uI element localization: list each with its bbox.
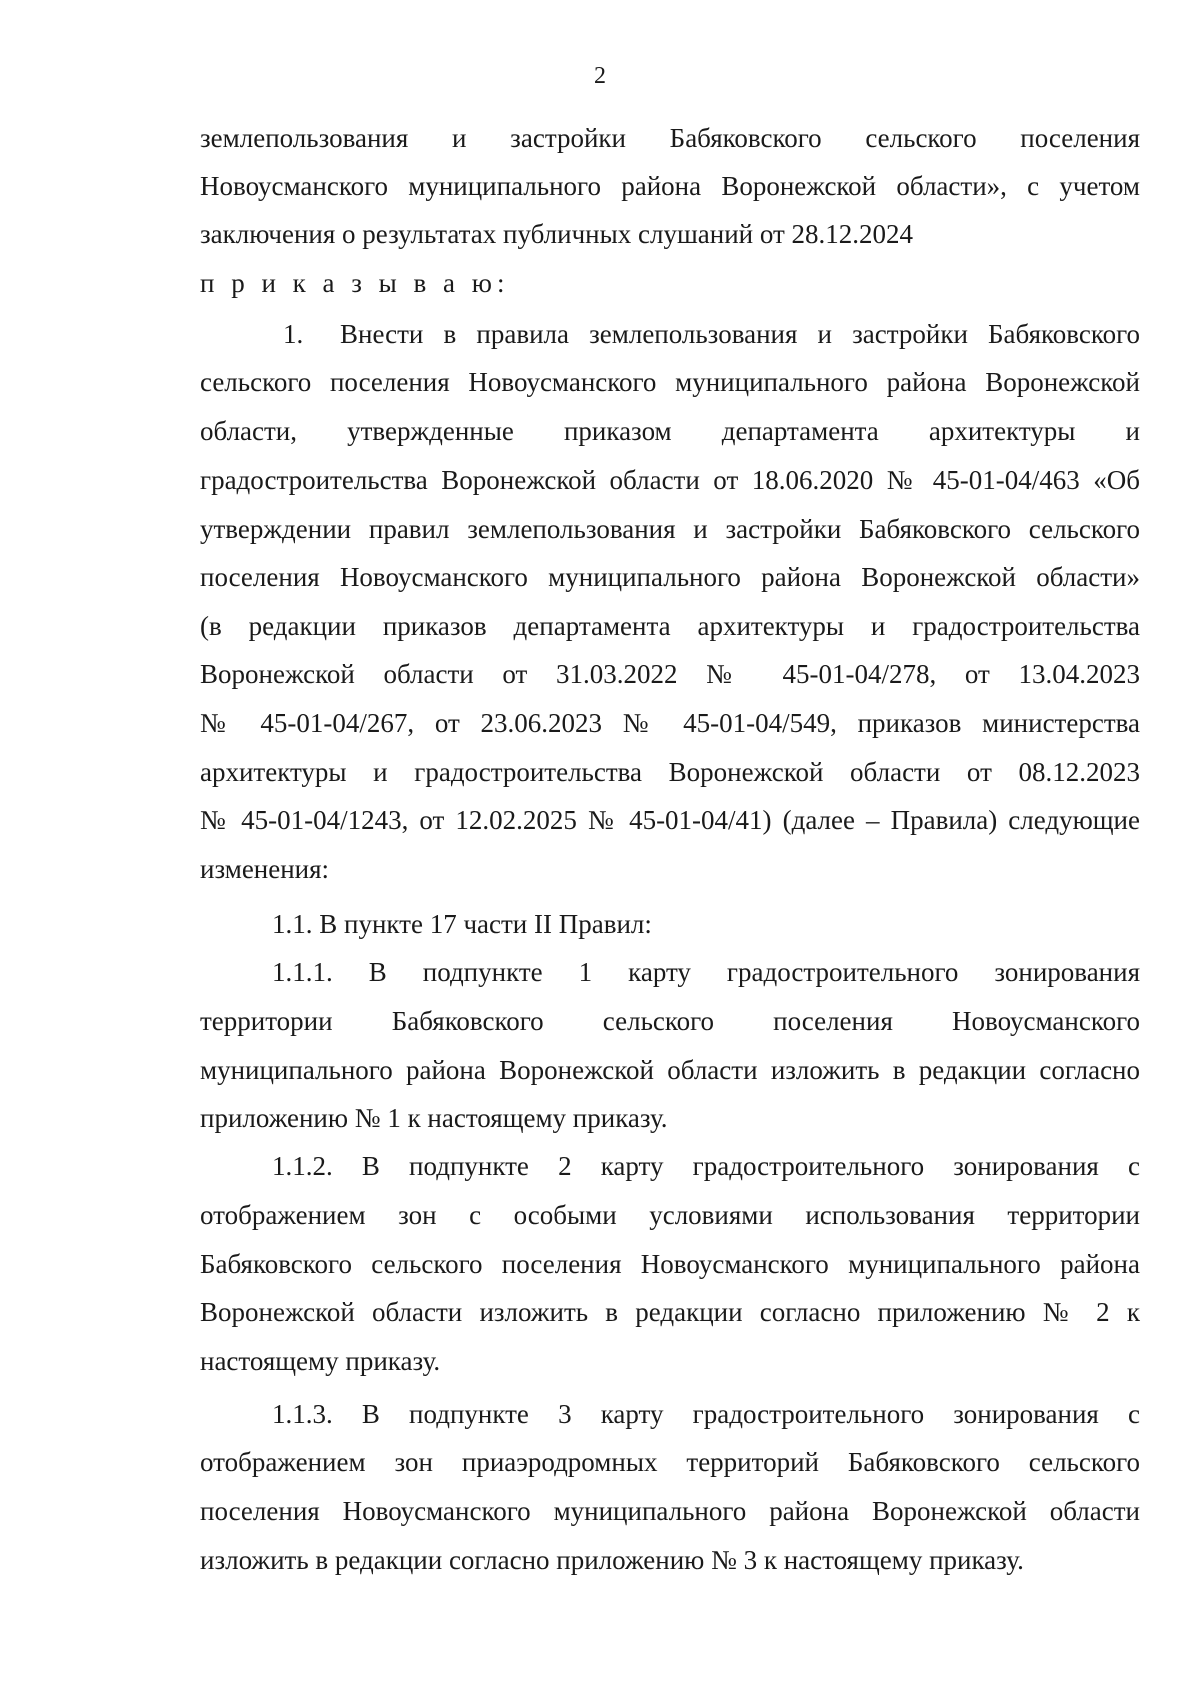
text-line: Новоусманского муниципального района Воронежской области», с учетом [200, 171, 1140, 201]
text-line: изложить в редакции согласно приложению № 3 к настоящему приказу. [200, 1545, 1024, 1575]
text-line: Бабяковского сельского поселения Новоусманского муниципального района [200, 1249, 1140, 1279]
text-line: заключения о результатах публичных слушаний от 28.12.2024 [200, 219, 914, 249]
text-line: № 45-01-04/1243, от 12.02.2025 № 45-01-04/41) (далее – Правила) следующие [200, 805, 1140, 835]
text-line: отображением зон с особыми условиями использования территории [200, 1200, 1140, 1230]
text-line: утверждении правил землепользования и застройки Бабяковского сельского [200, 514, 1140, 544]
text-line: поселения Новоусманского муниципального района Воронежской области» [200, 562, 1140, 592]
text-line: отображением зон приаэродромных территорий Бабяковского сельского [200, 1447, 1140, 1477]
text-line: сельского поселения Новоусманского муниципального района Воронежской [200, 367, 1140, 397]
text-line: градостроительства Воронежской области от 18.06.2020 № 45-01-04/463 «Об [200, 465, 1140, 495]
item-1-first-line [283, 310, 1140, 359]
text-line: Воронежской области изложить в редакции согласно приложению № 2 к [200, 1297, 1140, 1327]
text-line: поселения Новоусманского муниципального района Воронежской области [200, 1496, 1140, 1526]
text-line: изменения: [200, 854, 330, 884]
text-line: (в редакции приказов департамента архитектуры и градостроительства [200, 611, 1140, 641]
text-line: Внести в правила землепользования и застройки Бабяковского [340, 319, 1140, 349]
text-line: № 45-01-04/267, от 23.06.2023 № 45-01-04/549, приказов министерства [200, 708, 1140, 738]
text-line: приложению № 1 к настоящему приказу. [200, 1103, 668, 1133]
text-line: 1.1.2. В подпункте 2 карту градостроительного зонирования с [272, 1151, 1140, 1181]
page-number: 2 [594, 63, 606, 89]
text-line: муниципального района Воронежской области изложить в редакции согласно [200, 1055, 1140, 1085]
subitem-heading: 1.1. В пункте 17 части II Правил: [272, 909, 652, 939]
text-line: Воронежской области от 31.03.2022 № 45-01-04/278, от 13.04.2023 [200, 659, 1140, 689]
text-line: 1.1.3. В подпункте 3 карту градостроительного зонирования с [272, 1399, 1140, 1429]
text-line: землепользования и застройки Бабяковского сельского поселения [200, 123, 1140, 153]
item-number: 1. [283, 319, 304, 349]
text-line: области, утвержденные приказом департамента архитектуры и [200, 416, 1140, 446]
text-line: 1.1.1. В подпункте 1 карту градостроительного зонирования [272, 957, 1140, 987]
text-line: территории Бабяковского сельского поселения Новоусманского [200, 1006, 1140, 1036]
text-line: архитектуры и градостроительства Воронежской области от 08.12.2023 [200, 757, 1140, 787]
order-keyword: п р и к а з ы в а ю: [200, 268, 510, 298]
text-line: настоящему приказу. [200, 1346, 441, 1376]
